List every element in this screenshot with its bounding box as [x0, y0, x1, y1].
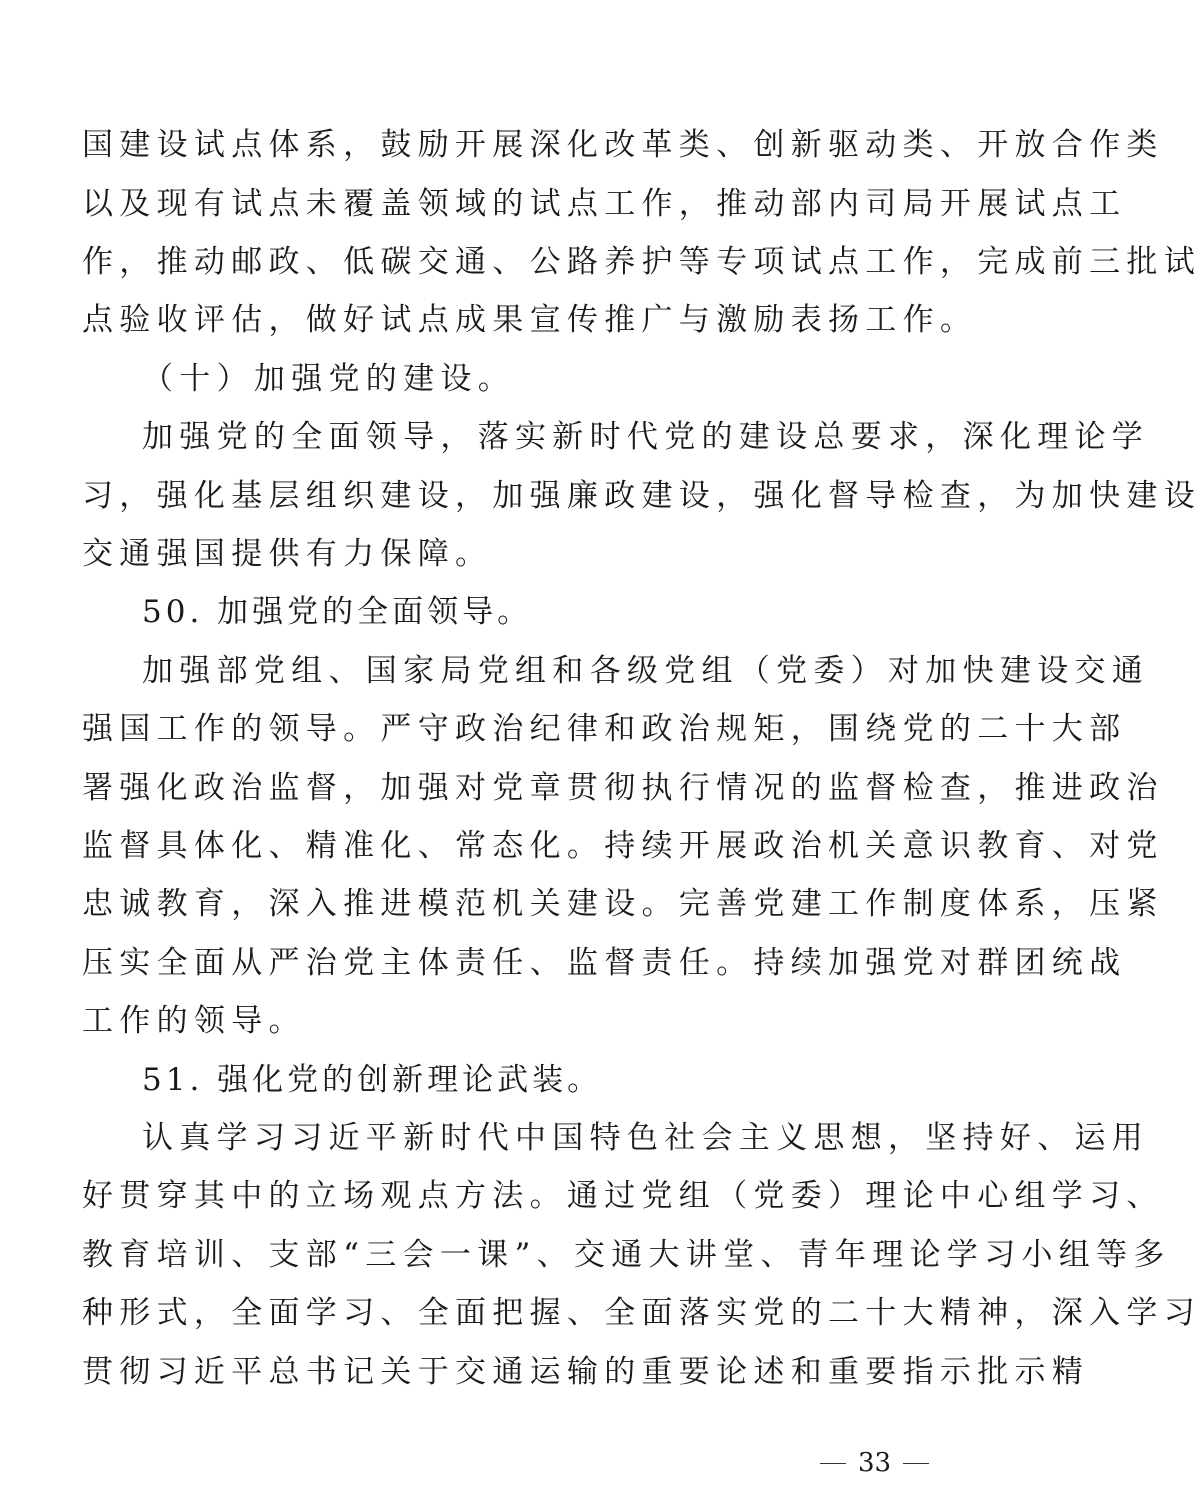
- body-text-line: 点验收评估，做好试点成果宣传推广与激励表扬工作。: [82, 302, 978, 338]
- body-text-line: 认真学习习近平新时代中国特色社会主义思想，坚持好、运用: [142, 1120, 1150, 1156]
- body-text-line: 加强部党组、国家局党组和各级党组（党委）对加快建设交通: [142, 653, 1150, 689]
- body-text-line: 国建设试点体系，鼓励开展深化改革类、创新驱动类、开放合作类: [82, 127, 1164, 163]
- page-number: [820, 1448, 940, 1478]
- body-text-line: 工作的领导。: [82, 1003, 306, 1039]
- body-text-line: 监督具体化、精准化、常态化。持续开展政治机关意识教育、对党: [82, 828, 1164, 864]
- page-number-value: 33: [858, 1448, 892, 1478]
- item-heading: 50. 加强党的全面领导。: [142, 594, 533, 630]
- body-text-line: 作，推动邮政、低碳交通、公路养护等专项试点工作，完成前三批试: [82, 244, 1201, 280]
- page-number-right-dash: [903, 1463, 929, 1464]
- body-text-line: 交通强国提供有力保障。: [82, 536, 493, 572]
- body-text-line: 以及现有试点未覆盖领域的试点工作，推动部内司局开展试点工: [82, 186, 1127, 222]
- body-text-line: 压实全面从严治党主体责任、监督责任。持续加强党对群团统战: [82, 945, 1127, 981]
- body-text-line: 忠诚教育，深入推进模范机关建设。完善党建工作制度体系，压紧: [82, 886, 1164, 922]
- item-heading: 51. 强化党的创新理论武装。: [142, 1062, 603, 1098]
- body-text-line: 教育培训、支部“三会一课”、交通大讲堂、青年理论学习小组等多: [82, 1237, 1171, 1273]
- body-text-line: 好贯穿其中的立场观点方法。通过党组（党委）理论中心组学习、: [82, 1178, 1164, 1214]
- body-text-line: 加强党的全面领导，落实新时代党的建设总要求，深化理论学: [142, 419, 1150, 455]
- body-text-line: 强国工作的领导。严守政治纪律和政治规矩，围绕党的二十大部: [82, 711, 1127, 747]
- section-heading: （十）加强党的建设。: [142, 361, 515, 397]
- body-text-line: 习，强化基层组织建设，加强廉政建设，强化督导检查，为加快建设: [82, 478, 1201, 514]
- body-text-line: 贯彻习近平总书记关于交通运输的重要论述和重要指示批示精: [82, 1354, 1090, 1390]
- body-text-line: 署强化政治监督，加强对党章贯彻执行情况的监督检查，推进政治: [82, 770, 1164, 806]
- page-number-left-dash: [820, 1463, 846, 1464]
- body-text-line: 种形式，全面学习、全面把握、全面落实党的二十大精神，深入学习: [82, 1295, 1201, 1331]
